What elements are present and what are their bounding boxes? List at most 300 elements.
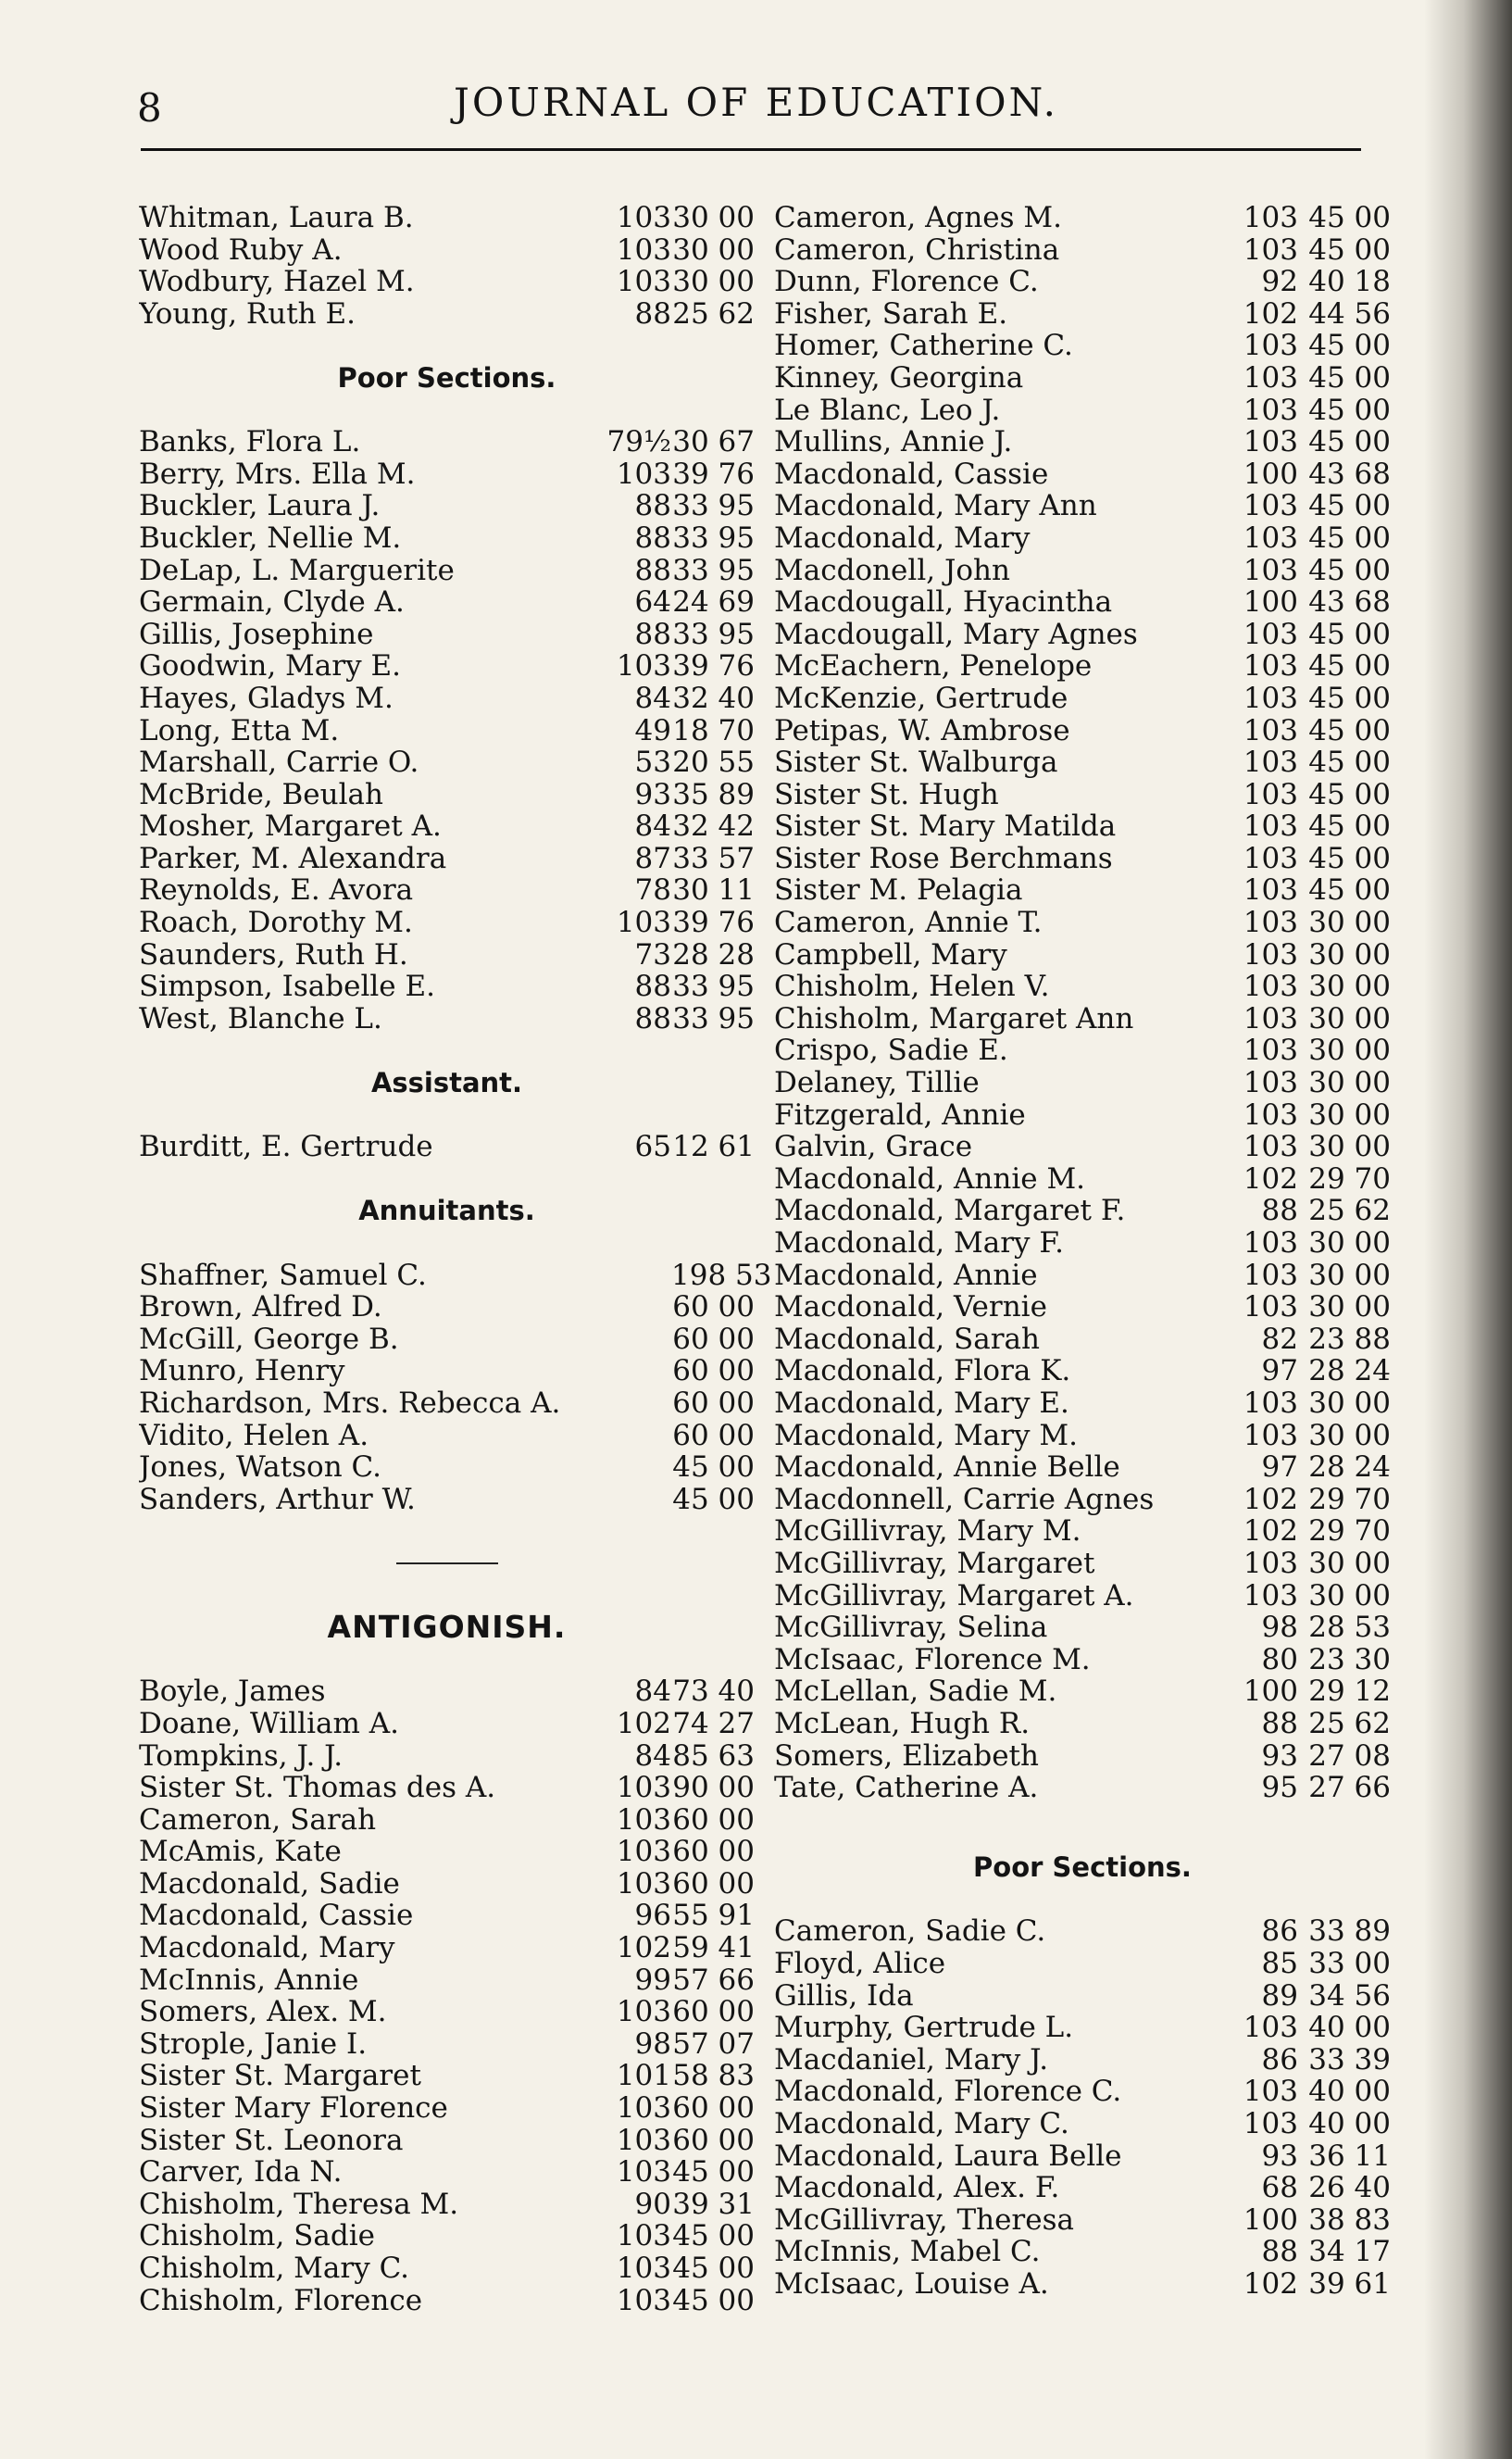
entry-name: Germain, Clyde A. xyxy=(139,586,405,619)
entry-days: 88 xyxy=(634,489,671,523)
entry-amount: 55 91 xyxy=(672,1899,755,1933)
entry-name: Kinney, Georgina xyxy=(774,361,1024,395)
table-row xyxy=(139,2028,755,2061)
entry-name: Dunn, Florence C. xyxy=(774,266,1039,298)
entry-days: 102 xyxy=(1243,2267,1298,2301)
entry-amount: 45 00 xyxy=(1308,329,1391,363)
entry-amount: 23 30 xyxy=(1308,1642,1391,1676)
entry-days: 68 xyxy=(1261,2171,1298,2205)
table-row xyxy=(774,779,1391,811)
entry-days: 102 xyxy=(616,1706,671,1740)
entry-days: 103 xyxy=(616,457,671,491)
table-row xyxy=(139,1964,755,1997)
entry-days: 93 xyxy=(634,777,671,811)
entry-name: Macdonald, Vernie xyxy=(774,1291,1047,1324)
entry-name: Sister St. Leonora xyxy=(139,2124,404,2157)
table-row xyxy=(774,843,1391,875)
table-row xyxy=(774,746,1391,779)
entry-name: Sister M. Pelagia xyxy=(774,874,1023,908)
entry-name: DeLap, L. Marguerite xyxy=(139,554,455,587)
entry-days: 85 xyxy=(1261,1947,1298,1981)
table-row xyxy=(774,362,1391,395)
entry-name: Cameron, Agnes M. xyxy=(774,202,1062,234)
entry-days: 88 xyxy=(634,553,671,587)
section-heading: ANTIGONISH. xyxy=(327,1609,567,1646)
table-row xyxy=(139,458,755,491)
entry-amount: 60 00 xyxy=(672,1354,755,1388)
entry-days: 88 xyxy=(634,970,671,1004)
table-row xyxy=(139,619,755,651)
entry-amount: 45 00 xyxy=(1308,425,1391,459)
entry-amount: 45 00 xyxy=(672,2219,755,2253)
entry-amount: 26 40 xyxy=(1308,2171,1391,2205)
table-row xyxy=(139,1291,755,1324)
entry-days: 103 xyxy=(1243,1066,1298,1100)
table-row xyxy=(774,1003,1391,1035)
table-row xyxy=(774,522,1391,555)
entry-amount: 33 00 xyxy=(1308,1947,1391,1981)
entry-days: 103 xyxy=(1243,393,1298,427)
entry-amount: 44 56 xyxy=(1308,296,1391,331)
entry-name: Chisholm, Theresa M. xyxy=(139,2188,459,2221)
entry-amount: 45 00 xyxy=(1308,201,1391,234)
entry-days: 92 xyxy=(1261,265,1298,299)
entry-amount: 30 00 xyxy=(1308,937,1391,972)
entry-name: Gillis, Ida xyxy=(774,1979,914,2013)
entry-amount: 12 61 xyxy=(672,1130,755,1164)
entry-days: 103 xyxy=(1243,841,1298,875)
entry-days: 97 xyxy=(1261,1354,1298,1388)
entry-days: 96 xyxy=(634,1899,671,1933)
entry-name: McInnis, Annie xyxy=(139,1963,359,1997)
table-row xyxy=(139,1932,755,1964)
entry-name: Mosher, Margaret A. xyxy=(139,810,442,843)
table-row xyxy=(774,586,1391,619)
entry-amount: 40 00 xyxy=(1308,2011,1391,2045)
right-column xyxy=(774,202,1391,2301)
entry-name: Young, Ruth E. xyxy=(139,297,356,331)
entry-name: Murphy, Gertrude L. xyxy=(774,2012,1074,2044)
table-row xyxy=(774,1260,1391,1292)
entry-days: 102 xyxy=(1243,1514,1298,1549)
table-row xyxy=(774,1291,1391,1324)
entry-days: 103 xyxy=(1243,201,1298,234)
table-row xyxy=(774,1067,1391,1099)
entry-days: 103 xyxy=(1243,329,1298,363)
entry-days: 88 xyxy=(1261,1194,1298,1228)
entry-amount: 45 00 xyxy=(1308,649,1391,684)
entry-name: Buckler, Nellie M. xyxy=(139,521,402,555)
table-row xyxy=(139,1324,755,1356)
entry-amount: 60 00 xyxy=(672,1995,755,2029)
table-row xyxy=(774,1163,1391,1196)
entry-name: Macdonald, Flora K. xyxy=(774,1355,1071,1387)
entry-amount: 24 69 xyxy=(672,585,755,620)
entry-name: Brown, Alfred D. xyxy=(139,1291,382,1324)
entry-amount: 30 00 xyxy=(1308,1546,1391,1580)
table-row xyxy=(774,650,1391,683)
entry-days: 103 xyxy=(616,1771,671,1805)
entry-name: Petipas, W. Ambrose xyxy=(774,714,1070,747)
entry-name: Sister St. Hugh xyxy=(774,778,999,811)
table-row xyxy=(774,2012,1391,2044)
entry-name: Reynolds, E. Avora xyxy=(139,874,414,908)
entry-days: 88 xyxy=(1261,1706,1298,1740)
left-column xyxy=(139,201,772,2317)
table-row xyxy=(139,234,755,267)
entry-days: 84 xyxy=(634,1738,671,1773)
entry-days: 103 xyxy=(1243,2075,1298,2109)
entry-days: 103 xyxy=(616,1866,671,1901)
entry-amount: 73 40 xyxy=(672,1675,755,1709)
entry-name: Burditt, E. Gertrude xyxy=(139,1131,433,1163)
entry-days: 103 xyxy=(616,232,671,267)
divider-line xyxy=(396,1562,498,1564)
table-row xyxy=(139,266,755,298)
entry-name: Chisholm, Sadie xyxy=(139,2220,375,2252)
entry-days: 88 xyxy=(1261,2235,1298,2269)
table-row xyxy=(774,619,1391,651)
entry-name: Macdonald, Mary E. xyxy=(774,1386,1069,1420)
table-row xyxy=(139,2092,755,2125)
spacer xyxy=(139,1163,755,1196)
table-row xyxy=(139,1484,755,1516)
entry-amount: 30 00 xyxy=(672,265,755,299)
entry-name: McGillivray, Margaret xyxy=(774,1547,1095,1580)
entry-days: 88 xyxy=(634,521,671,555)
entry-name: Simpson, Isabelle E. xyxy=(139,971,435,1003)
entry-name: Macdonald, Mary xyxy=(774,521,1031,555)
spacer xyxy=(139,1580,755,1612)
entry-amount: 27 66 xyxy=(1308,1771,1391,1805)
entry-name: Homer, Catherine C. xyxy=(774,330,1073,362)
entry-name: Jones, Watson C. xyxy=(139,1451,381,1484)
entry-name: Somers, Elizabeth xyxy=(774,1739,1039,1773)
entry-amount: 45 00 xyxy=(1308,713,1391,747)
entry-amount: 30 00 xyxy=(672,201,755,234)
entry-days: 103 xyxy=(1243,746,1298,780)
entry-name: Sister St. Margaret xyxy=(139,2060,421,2093)
entry-amount: 57 07 xyxy=(672,2026,755,2061)
spacer xyxy=(139,330,755,362)
entry-name: McAmis, Kate xyxy=(139,1836,342,1868)
table-row xyxy=(139,1996,755,2028)
entry-name: Macdonald, Mary C. xyxy=(774,2108,1069,2140)
table-row xyxy=(774,1420,1391,1452)
table-row xyxy=(774,1580,1391,1612)
entry-amount: 25 62 xyxy=(672,296,755,331)
spacer xyxy=(774,1836,1391,1851)
entry-amount: 30 00 xyxy=(1308,1226,1391,1260)
entry-name: Cameron, Sarah xyxy=(139,1803,377,1837)
entry-amount: 45 00 xyxy=(1308,617,1391,651)
entry-days: 98 xyxy=(1261,1611,1298,1645)
spacer xyxy=(774,1884,1391,1916)
entry-amount: 45 00 xyxy=(1308,489,1391,523)
entry-days: 80 xyxy=(1261,1642,1298,1676)
entry-days: 93 xyxy=(1261,1738,1298,1773)
table-row xyxy=(774,1644,1391,1676)
entry-days: 88 xyxy=(634,296,671,331)
entry-amount: 35 89 xyxy=(672,777,755,811)
table-row xyxy=(774,2044,1391,2076)
table-row xyxy=(139,683,755,715)
table-row xyxy=(139,971,755,1003)
entry-amount: 45 00 xyxy=(1308,521,1391,555)
entry-name: Macdonald, Sadie xyxy=(139,1867,400,1901)
entry-days: 103 xyxy=(616,2283,671,2317)
table-row xyxy=(139,1804,755,1837)
entry-name: Macdonald, Mary M. xyxy=(774,1419,1079,1452)
entry-amount: 30 00 xyxy=(1308,1290,1391,1324)
entry-days: 103 xyxy=(1243,553,1298,587)
entry-amount: 39 31 xyxy=(672,2187,755,2221)
entry-amount: 28 53 xyxy=(1308,1611,1391,1645)
table-row xyxy=(139,1708,755,1740)
entry-amount: 40 00 xyxy=(1308,2107,1391,2141)
entry-days: 100 xyxy=(1243,585,1298,620)
table-row xyxy=(139,715,755,747)
entry-days: 102 xyxy=(1243,296,1298,331)
entry-amount: 30 11 xyxy=(672,873,755,908)
entry-name: McGillivray, Mary M. xyxy=(774,1515,1081,1548)
table-row xyxy=(774,1915,1391,1948)
entry-amount: 60 00 xyxy=(672,1418,755,1452)
entry-amount: 23 88 xyxy=(1308,1322,1391,1356)
table-row xyxy=(774,1131,1391,1163)
entry-days: 103 xyxy=(1243,232,1298,267)
entry-amount: 45 00 xyxy=(672,2252,755,2285)
table-row xyxy=(774,715,1391,747)
entry-name: Delaney, Tillie xyxy=(774,1067,980,1099)
entry-days: 97 xyxy=(1261,1450,1298,1485)
table-row xyxy=(139,1868,755,1901)
table-row xyxy=(774,458,1391,491)
table-row xyxy=(774,1980,1391,2013)
table-row xyxy=(139,202,755,234)
entry-amount: 60 00 xyxy=(672,1802,755,1837)
entry-amount: 45 00 xyxy=(1308,746,1391,780)
entry-name: Richardson, Mrs. Rebecca A. xyxy=(139,1386,561,1420)
entry-amount: 60 00 xyxy=(672,1386,755,1420)
entry-days: 103 xyxy=(1243,906,1298,940)
entry-amount: 45 00 xyxy=(672,2283,755,2317)
entry-days: 103 xyxy=(1243,777,1298,811)
entry-amount: 33 95 xyxy=(672,553,755,587)
table-row xyxy=(139,810,755,843)
entry-days: 103 xyxy=(616,1835,671,1869)
table-row xyxy=(774,2108,1391,2140)
table-row xyxy=(774,1612,1391,1644)
table-row xyxy=(139,746,755,779)
entry-name: Macdonnell, Carrie Agnes xyxy=(774,1483,1155,1516)
entry-amount: 60 00 xyxy=(672,1835,755,1869)
entry-days: 103 xyxy=(1243,713,1298,747)
entry-days: 103 xyxy=(1243,2011,1298,2045)
entry-days: 82 xyxy=(1261,1322,1298,1356)
table-row xyxy=(774,298,1391,331)
table-row xyxy=(774,874,1391,907)
entry-amount: 45 00 xyxy=(1308,777,1391,811)
table-row xyxy=(774,490,1391,522)
entry-amount: 25 62 xyxy=(1308,1706,1391,1740)
table-row xyxy=(774,202,1391,234)
entry-name: McGill, George B. xyxy=(139,1323,399,1356)
entry-days: 103 xyxy=(1243,1001,1298,1035)
entry-days: 103 xyxy=(1243,809,1298,844)
entry-name: Macdonald, Annie M. xyxy=(774,1162,1086,1196)
entry-amount: 39 76 xyxy=(672,906,755,940)
entry-days: 100 xyxy=(1243,2202,1298,2237)
entry-name: Sister Mary Florence xyxy=(139,2092,448,2125)
table-row xyxy=(139,2060,755,2092)
page-number: 8 xyxy=(137,85,162,131)
table-row xyxy=(139,779,755,811)
entry-days: 103 xyxy=(616,2123,671,2157)
entry-days: 103 xyxy=(616,2252,671,2285)
entry-amount: 45 00 xyxy=(1308,681,1391,715)
table-row xyxy=(774,1387,1391,1420)
table-row xyxy=(774,1099,1391,1132)
entry-days: 103 xyxy=(1243,681,1298,715)
entry-amount: 29 70 xyxy=(1308,1482,1391,1516)
entry-days: 103 xyxy=(616,1802,671,1837)
entry-days: 103 xyxy=(1243,617,1298,651)
entry-amount: 39 76 xyxy=(672,649,755,684)
entry-name: Macdonald, Mary xyxy=(139,1932,395,1964)
entry-name: Mullins, Annie J. xyxy=(774,426,1013,458)
entry-amount: 27 08 xyxy=(1308,1738,1391,1773)
table-row xyxy=(774,330,1391,362)
entry-name: Marshall, Carrie O. xyxy=(139,746,419,779)
table-row xyxy=(774,1772,1391,1804)
entry-name: Wodbury, Hazel M. xyxy=(139,266,415,298)
entry-amount: 33 95 xyxy=(672,617,755,651)
entry-name: Wood Ruby A. xyxy=(139,233,343,267)
entry-name: Macdonald, Alex. F. xyxy=(774,2172,1060,2204)
entry-days: 102 xyxy=(616,1931,671,1965)
entry-days: 84 xyxy=(634,809,671,844)
spacer xyxy=(139,395,755,427)
table-row xyxy=(139,1451,755,1484)
entry-amount: 30 00 xyxy=(1308,1098,1391,1132)
table-row xyxy=(139,586,755,619)
table-row xyxy=(139,426,755,458)
entry-days: 103 xyxy=(616,2091,671,2126)
entry-days: 101 xyxy=(616,2059,671,2093)
entry-name: Vidito, Helen A. xyxy=(139,1419,369,1452)
entry-name: McInnis, Mabel C. xyxy=(774,2236,1041,2268)
table-row xyxy=(774,1195,1391,1227)
spacer xyxy=(139,1035,755,1067)
table-row xyxy=(139,2189,755,2221)
table-row xyxy=(774,971,1391,1003)
entry-amount: 30 00 xyxy=(672,232,755,267)
entry-amount: 29 70 xyxy=(1308,1514,1391,1549)
entry-amount: 29 70 xyxy=(1308,1161,1391,1196)
entry-name: Macdonald, Cassie xyxy=(139,1900,414,1933)
entry-days: 103 xyxy=(1243,873,1298,908)
table-row xyxy=(774,1324,1391,1356)
table-row xyxy=(774,2204,1391,2237)
entry-name: McKenzie, Gertrude xyxy=(774,682,1068,715)
entry-days: 103 xyxy=(1243,425,1298,459)
entry-amount: 60 00 xyxy=(672,1322,755,1356)
table-row xyxy=(774,1515,1391,1548)
entry-name: West, Blanche L. xyxy=(139,1002,382,1035)
entry-amount: 39 76 xyxy=(672,457,755,491)
entry-amount: 43 68 xyxy=(1308,585,1391,620)
entry-amount: 28 24 xyxy=(1308,1450,1391,1485)
section-heading: Poor Sections. xyxy=(337,361,556,394)
entry-amount: 45 00 xyxy=(1308,393,1391,427)
entry-amount: 34 56 xyxy=(1308,1978,1391,2013)
entry-amount: 60 00 xyxy=(672,2091,755,2126)
entry-amount: 30 67 xyxy=(672,425,755,459)
entry-name: Somers, Alex. M. xyxy=(139,1996,387,2028)
entry-amount: 40 00 xyxy=(1308,2075,1391,2109)
entry-amount: 57 66 xyxy=(672,1963,755,1997)
spacer xyxy=(774,1804,1391,1837)
table-row xyxy=(139,907,755,939)
entry-name: Sanders, Arthur W. xyxy=(139,1483,416,1516)
entry-days: 103 xyxy=(1243,360,1298,395)
entry-amount: 30 00 xyxy=(1308,1001,1391,1035)
entry-name: Macdonald, Annie xyxy=(774,1259,1038,1292)
entry-amount: 60 00 xyxy=(672,2123,755,2157)
entry-days: 103 xyxy=(616,2219,671,2253)
entry-days: 95 xyxy=(1261,1771,1298,1805)
entry-days: 103 xyxy=(1243,489,1298,523)
table-row xyxy=(774,1708,1391,1740)
entry-days: 103 xyxy=(616,906,671,940)
entry-days: 103 xyxy=(1243,1098,1298,1132)
entry-amount: 33 95 xyxy=(672,489,755,523)
table-row xyxy=(139,1131,755,1163)
entry-days: 102 xyxy=(1243,1161,1298,1196)
entry-days: 88 xyxy=(634,617,671,651)
table-row xyxy=(774,1355,1391,1387)
entry-amount: 32 40 xyxy=(672,681,755,715)
entry-name: McLean, Hugh R. xyxy=(774,1707,1031,1740)
entry-amount: 30 00 xyxy=(1308,1130,1391,1164)
entry-days: 84 xyxy=(634,681,671,715)
entry-amount: 59 41 xyxy=(672,1931,755,1965)
entry-name: Goodwin, Mary E. xyxy=(139,650,401,683)
entry-name: Doane, William A. xyxy=(139,1707,399,1740)
entry-name: McGillivray, Margaret A. xyxy=(774,1579,1134,1612)
table-row xyxy=(774,1675,1391,1708)
table-row xyxy=(139,2220,755,2252)
entry-amount: 198 53 xyxy=(671,1258,772,1292)
section-divider xyxy=(139,1548,755,1580)
entry-name: Macdonald, Laura Belle xyxy=(774,2139,1122,2173)
entry-name: Carver, Ida N. xyxy=(139,2156,343,2189)
entry-days: 49 xyxy=(634,713,671,747)
spacer xyxy=(139,1099,755,1132)
table-row xyxy=(139,874,755,907)
entry-days: 84 xyxy=(634,1675,671,1709)
entry-days: 103 xyxy=(1243,1578,1298,1612)
entry-amount: 34 17 xyxy=(1308,2235,1391,2269)
entry-name: McIsaac, Louise A. xyxy=(774,2268,1049,2301)
entry-days: 64 xyxy=(634,585,671,620)
table-row xyxy=(139,2285,755,2317)
entry-name: Cameron, Christina xyxy=(774,233,1060,267)
entry-amount: 45 00 xyxy=(1308,553,1391,587)
table-row xyxy=(774,1948,1391,1980)
table-row xyxy=(139,1900,755,1932)
